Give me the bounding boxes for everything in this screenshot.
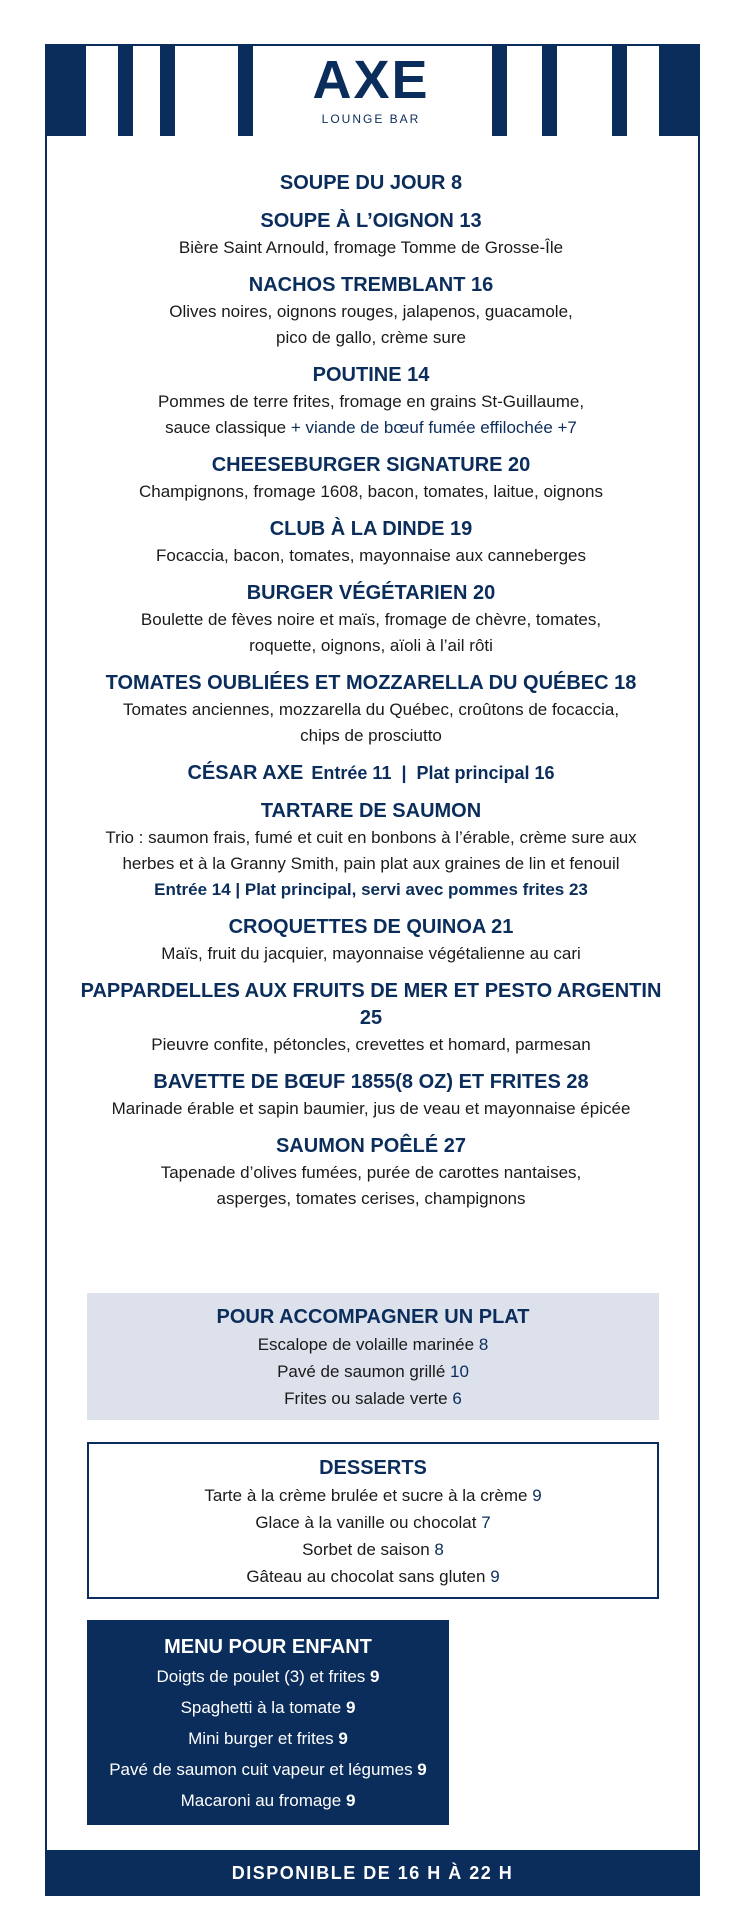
kids-item	[87, 1723, 449, 1754]
menu-item-desc: asperges, tomates cerises, champignons	[216, 1189, 526, 1208]
menu-item-title: SOUPE À L’OIGNON 13	[260, 210, 482, 232]
menu-item	[70, 516, 672, 569]
side-item-price: 10	[450, 1362, 469, 1381]
menu-item-title: NACHOS TREMBLANT 16	[248, 274, 494, 296]
kids-item-name: Macaroni au fromage	[180, 1791, 342, 1810]
desserts-title: DESSERTS	[319, 1457, 427, 1479]
menu-item	[70, 978, 672, 1058]
dessert-item-price: 9	[532, 1486, 542, 1505]
menu-item-title-text: CÉSAR AXE	[187, 762, 304, 784]
menu-item-prices: Entrée 11 | Plat principal 16	[311, 763, 555, 783]
menu-item	[70, 362, 672, 441]
availability-footer: DISPONIBLE DE 16 H À 22 H	[45, 1850, 700, 1896]
menu-item-desc: Maïs, fruit du jacquier, mayonnaise végétalienne au cari	[161, 944, 581, 963]
menu-item	[70, 1133, 672, 1212]
menu-item	[70, 170, 672, 197]
dessert-item	[89, 1482, 657, 1509]
kids-item-name: Spaghetti à la tomate	[180, 1698, 342, 1717]
menu-item-desc: Marinade érable et sapin baumier, jus de veau et mayonnaise épicée	[111, 1099, 631, 1118]
dessert-item-price: 9	[490, 1567, 500, 1586]
menu-item-desc: Tomates anciennes, mozzarella du Québec, croûtons de focaccia,	[122, 700, 620, 719]
menu-item-desc: pico de gallo, crème sure	[276, 328, 466, 347]
menu-item	[70, 798, 672, 903]
menu-item	[70, 452, 672, 505]
kids-item-name: Doigts de poulet (3) et frites	[156, 1667, 366, 1686]
kids-item-name: Mini burger et frites	[188, 1729, 334, 1748]
dessert-item-name: Glace à la vanille ou chocolat	[255, 1513, 477, 1532]
menu-item	[70, 272, 672, 351]
kids-item	[87, 1692, 449, 1723]
kids-item-price: 9	[338, 1729, 348, 1748]
kids-menu-title: MENU POUR ENFANT	[164, 1636, 372, 1658]
menu-item-desc-part: sauce classique	[165, 418, 287, 437]
menu-item-desc: Trio : saumon frais, fumé et cuit en bonbons à l’érable, crème sure aux	[105, 828, 637, 847]
menu-item-prices: Entrée 14 | Plat principal, servi avec pommes frites 23	[154, 880, 588, 899]
menu-item-desc: Pieuvre confite, pétoncles, crevettes et homard, parmesan	[151, 1035, 591, 1054]
menu-item	[70, 914, 672, 967]
side-item	[87, 1331, 659, 1358]
menu-item-title: TOMATES OUBLIÉES ET MOZZARELLA DU QUÉBEC 18	[105, 672, 637, 694]
kids-item	[87, 1785, 449, 1816]
menu-item-desc: Pommes de terre frites, fromage en grains St-Guillaume,	[157, 392, 585, 411]
menu-item-desc	[70, 415, 672, 441]
dessert-item-price: 8	[434, 1540, 444, 1559]
menu-item-desc: Tapenade d’olives fumées, purée de carottes nantaises,	[160, 1163, 582, 1182]
side-item-name: Frites ou salade verte	[284, 1389, 448, 1408]
dessert-item-name: Gâteau au chocolat sans gluten	[246, 1567, 486, 1586]
menu-item-desc: roquette, oignons, aïoli à l’ail rôti	[249, 636, 493, 655]
menu-item-title: PAPPARDELLES AUX FRUITS DE MER ET PESTO ARGENTIN 25	[80, 980, 662, 1029]
desserts-section	[87, 1442, 659, 1599]
kids-item-price: 9	[417, 1760, 427, 1779]
kids-item-price: 9	[345, 1698, 356, 1717]
menu-item-title: CHEESEBURGER SIGNATURE 20	[211, 454, 531, 476]
menu-item-desc: Olives noires, oignons rouges, jalapenos, guacamole,	[169, 302, 573, 321]
kids-item	[87, 1661, 449, 1692]
side-item-name: Pavé de saumon grillé	[277, 1362, 446, 1381]
dessert-item-name: Sorbet de saison	[302, 1540, 430, 1559]
side-item-name: Escalope de volaille marinée	[257, 1335, 475, 1354]
side-item	[87, 1385, 659, 1412]
menu-item-title: SOUPE DU JOUR 8	[279, 172, 463, 194]
menu-item-desc: Boulette de fèves noire et maïs, fromage de chèvre, tomates,	[140, 610, 602, 629]
menu-item-title: CROQUETTES DE QUINOA 21	[228, 916, 514, 938]
side-item-price: 6	[452, 1389, 462, 1408]
menu-item-title	[70, 760, 672, 787]
menu-item-desc: herbes et à la Granny Smith, pain plat aux graines de lin et fenouil	[122, 854, 620, 873]
menu-item-desc: Bière Saint Arnould, fromage Tomme de Grosse-Île	[178, 238, 564, 257]
dessert-item-name: Tarte à la crème brulée et sucre à la crème	[204, 1486, 528, 1505]
menu-item-addon: + viande de bœuf fumée effilochée +7	[290, 418, 577, 437]
kids-menu-section	[87, 1620, 449, 1825]
logo-mark: AXE	[312, 50, 430, 110]
kids-item-price: 9	[370, 1667, 380, 1686]
kids-item	[87, 1754, 449, 1785]
kids-item-name: Pavé de saumon cuit vapeur et légumes	[109, 1760, 413, 1779]
dessert-item-price: 7	[481, 1513, 491, 1532]
side-item-price: 8	[478, 1335, 489, 1354]
menu-item-desc: chips de prosciutto	[300, 726, 442, 745]
menu-item-title: SAUMON POÊLÉ 27	[275, 1135, 467, 1157]
menu-item	[70, 580, 672, 659]
menu-item-title: POUTINE 14	[312, 364, 430, 386]
side-item	[87, 1358, 659, 1385]
sides-section	[87, 1293, 659, 1420]
logo	[0, 50, 742, 126]
menu-item-title: CLUB À LA DINDE 19	[269, 518, 473, 540]
sides-title: POUR ACCOMPAGNER UN PLAT	[216, 1306, 530, 1328]
dessert-item	[89, 1536, 657, 1563]
menu-item-title: BAVETTE DE BŒUF 1855(8 OZ) ET FRITES 28	[153, 1071, 589, 1093]
menu-item	[70, 670, 672, 749]
menu-item	[70, 1069, 672, 1122]
menu-item-desc: Focaccia, bacon, tomates, mayonnaise aux canneberges	[156, 546, 586, 565]
dessert-item	[89, 1563, 657, 1590]
menu-item	[70, 208, 672, 261]
menu-item-title: BURGER VÉGÉTARIEN 20	[246, 582, 496, 604]
logo-subtitle: LOUNGE BAR	[321, 112, 421, 126]
dessert-item	[89, 1509, 657, 1536]
kids-item-price: 9	[345, 1791, 356, 1810]
menu-item-desc: Champignons, fromage 1608, bacon, tomates, laitue, oignons	[138, 482, 603, 501]
menu-item	[70, 760, 672, 787]
menu-list	[70, 170, 672, 1223]
menu-item-title: TARTARE DE SAUMON	[260, 800, 482, 822]
